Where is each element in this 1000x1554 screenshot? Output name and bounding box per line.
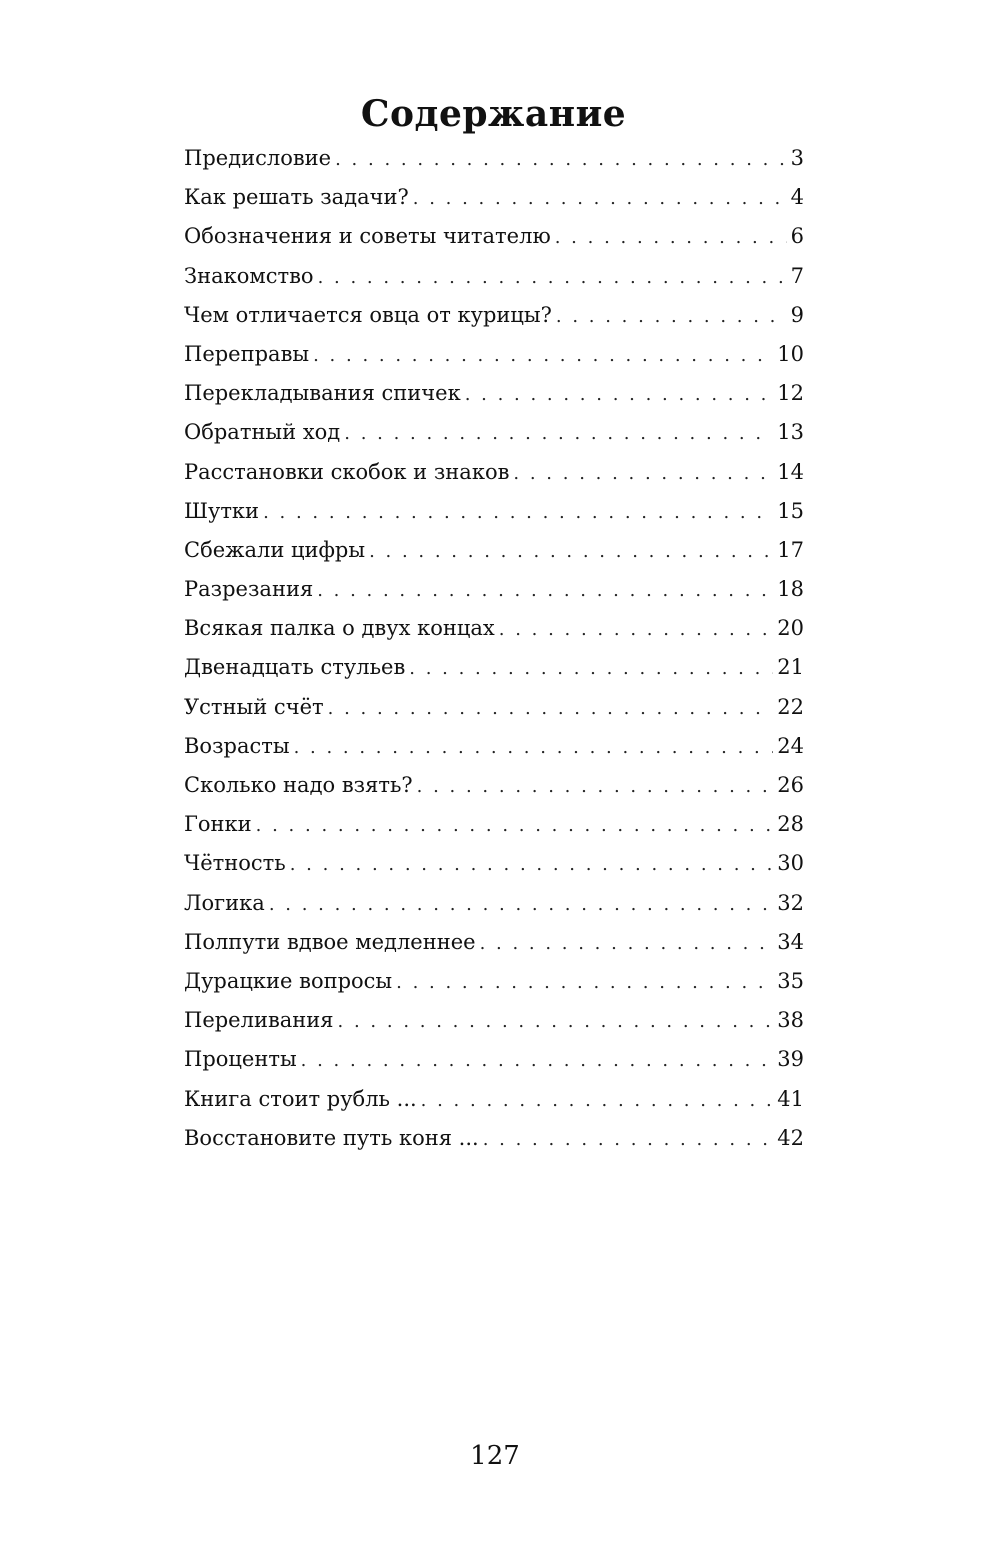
toc-entry-title: Предисловие [184,146,332,170]
toc-entry-page: 21 [777,655,804,680]
toc-entry-title: Логика [184,890,265,915]
toc-entry[interactable] [184,728,804,767]
toc-entry-page: 42 [777,1125,804,1150]
page-number: 127 [470,1441,520,1471]
toc-entry[interactable] [184,297,804,336]
toc-entry-page: 24 [777,733,804,758]
toc-entry-title: Дурацкие вопросы [184,968,393,993]
toc-entry-title: Книга стоит рубль ... [184,1086,417,1111]
toc-entry-page: 28 [777,812,804,837]
toc-dot-leader [483,1122,774,1158]
toc-entry-page: 4 [790,185,804,210]
toc-entry-page: 32 [777,890,804,915]
toc-dot-leader [513,456,773,492]
toc-dot-leader [318,260,787,296]
toc-dot-leader [256,808,774,844]
toc-entry-title: Возрасты [184,733,290,758]
toc-entry-page: 30 [777,851,804,876]
toc-entry[interactable] [184,532,804,571]
toc-entry[interactable] [184,179,804,218]
toc-entry-page: 22 [777,694,804,719]
toc-dot-leader [344,416,773,452]
toc-entry-title: Переправы [184,341,310,366]
toc-entry-title: Перекладывания спичек [184,381,461,406]
table-of-contents [184,140,804,1159]
toc-entry-title: Расстановки скобок и знаков [184,459,510,484]
toc-entry-page: 7 [790,263,804,288]
toc-entry-page: 17 [777,537,804,562]
toc-dot-leader [396,965,773,1001]
toc-entry[interactable] [184,258,804,297]
toc-entry-page: 34 [777,929,804,954]
toc-dot-leader [269,887,773,923]
toc-entry[interactable] [184,414,804,453]
toc-entry-page: 20 [777,616,804,641]
toc-entry-title: Устный счёт [184,694,324,719]
toc-entry-page: 15 [777,498,804,523]
toc-entry-page: 9 [790,302,804,327]
toc-entry[interactable] [184,1041,804,1080]
toc-entry[interactable] [184,1120,804,1159]
toc-dot-leader [294,730,774,766]
toc-dot-leader [369,534,773,570]
toc-entry-title: Сколько надо взять? [184,773,413,797]
toc-entry-title: Разрезания [184,577,314,602]
toc-entry[interactable] [184,336,804,375]
toc-dot-leader [263,495,773,531]
toc-entry-title: Знакомство [184,263,314,288]
toc-entry-title: Сбежали цифры [184,537,366,562]
toc-entry-title: Двенадцать стульев [184,655,406,680]
toc-entry-title: Восстановите путь коня ... [184,1125,479,1150]
toc-entry[interactable] [184,845,804,884]
toc-dot-leader [290,847,774,883]
toc-entry-title: Обозначения и советы читателю [184,224,551,249]
toc-entry[interactable] [184,963,804,1002]
toc-entry-page: 6 [790,224,804,249]
page-title: Содержание [360,93,627,136]
toc-entry-title: Шутки [184,498,260,523]
toc-entry-page: 14 [777,459,804,484]
toc-dot-leader [335,142,787,178]
toc-entry-page: 35 [777,968,804,993]
toc-dot-leader [409,651,773,687]
toc-dot-leader [421,1083,774,1119]
toc-entry-title: Как решать задачи? [184,185,409,210]
toc-entry[interactable] [184,924,804,963]
toc-dot-leader [465,377,774,413]
toc-entry[interactable] [184,885,804,924]
toc-entry-title: Переливания [184,1008,334,1033]
toc-entry[interactable] [184,1002,804,1041]
toc-dot-leader [317,573,773,609]
toc-entry-title: Обратный ход [184,420,341,445]
toc-entry[interactable] [184,218,804,257]
toc-entry-page: 39 [777,1047,804,1072]
toc-entry[interactable] [184,1081,804,1120]
toc-entry-page: 3 [790,146,804,170]
toc-entry-page: 13 [777,420,804,445]
toc-entry-title: Чем отличается овца от курицы? [184,302,552,327]
toc-dot-leader [556,299,787,335]
toc-entry[interactable] [184,689,804,728]
toc-dot-leader [417,769,774,805]
toc-entry[interactable] [184,610,804,649]
toc-entry[interactable] [184,649,804,688]
toc-entry-title: Проценты [184,1047,297,1072]
toc-entry[interactable] [184,375,804,414]
toc-entry-title: Гонки [184,812,252,837]
toc-entry-title: Всякая палка о двух концах [184,616,495,641]
toc-entry-page: 38 [777,1008,804,1033]
toc-entry[interactable] [184,767,804,806]
toc-dot-leader [413,181,787,217]
toc-dot-leader [499,612,774,648]
toc-entry[interactable] [184,140,804,179]
toc-entry[interactable] [184,493,804,532]
toc-entry[interactable] [184,806,804,845]
toc-entry-page: 12 [777,381,804,406]
toc-dot-leader [480,926,774,962]
toc-entry-page: 18 [777,577,804,602]
toc-dot-leader [338,1004,774,1040]
toc-dot-leader [328,691,774,727]
toc-entry-page: 10 [777,341,804,366]
toc-entry-page: 26 [777,773,804,797]
toc-dot-leader [555,220,787,256]
toc-entry-title: Чётность [184,851,286,876]
toc-dot-leader [313,338,773,374]
toc-dot-leader [301,1043,774,1079]
toc-entry[interactable] [184,571,804,610]
toc-entry-page: 41 [777,1086,804,1111]
toc-entry[interactable] [184,454,804,493]
toc-entry-title: Полпути вдвое медленнее [184,929,476,954]
